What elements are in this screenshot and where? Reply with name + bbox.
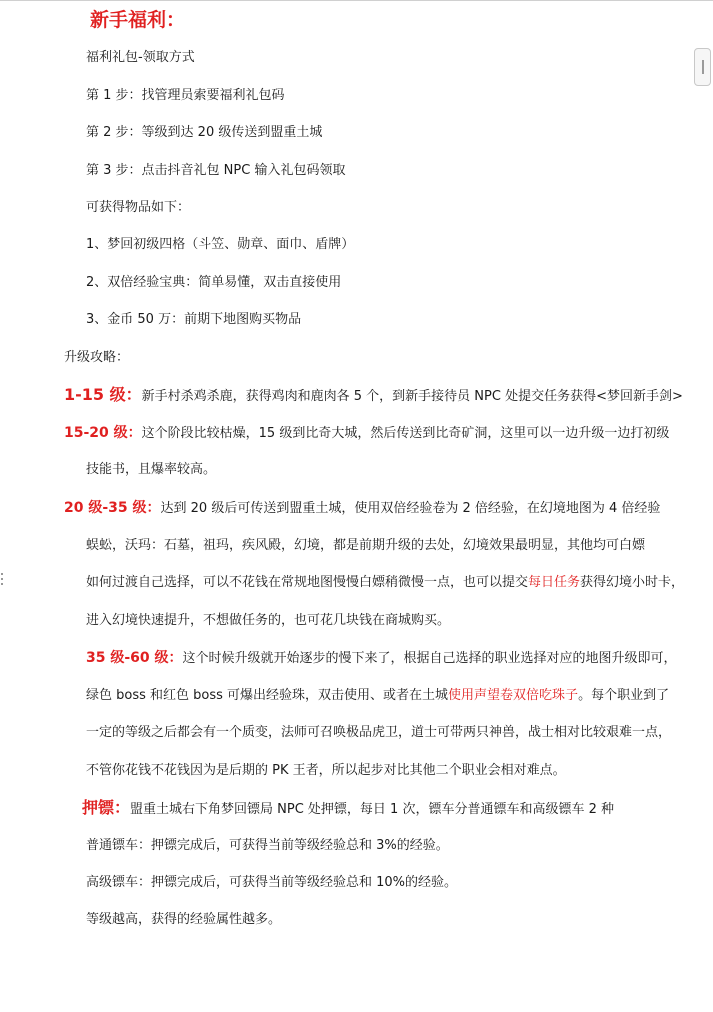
gift-step-1: 第 1 步：找管理员索要福利礼包码 (86, 88, 285, 103)
gift-step-2: 第 2 步：等级到达 20 级传送到盟重土城 (86, 125, 323, 140)
stage-4-text-2b: 。每个职业到了 (578, 688, 670, 703)
guide-stage-3-line-1 (64, 498, 660, 519)
stage-4-label: 35 级-60 级： (86, 650, 183, 666)
gift-item-3: 3、金币 50 万：前期下地图购买物品 (86, 312, 302, 327)
stage-3-text-3b: 获得幻境小时卡， (580, 575, 685, 590)
stage-2-text-1: 这个阶段比较枯燥，15 级到比奇大城，然后传送到比奇矿洞，这里可以一边升级一边打初级 (141, 426, 670, 441)
escort-note: 等级越高，获得的经验属性越多。 (86, 912, 282, 927)
guide-stage-4-line-1 (86, 648, 677, 669)
stage-1-text: 新手村杀鸡杀鹿，获得鸡肉和鹿肉各 5 个，到新手接待员 NPC 处提交任务获得<梦回新手剑> (141, 389, 683, 404)
escort-label: 押镖： (82, 798, 131, 817)
stage-2-label: 15-20 级： (64, 425, 142, 441)
stage-3-text-1: 达到 20 级后可传送到盟重土城，使用双倍经验卷为 2 倍经验，在幻境地图为 4 倍经验 (160, 501, 661, 516)
scroll-grip-icon (702, 60, 704, 74)
guide-stage-3-line-4: 进入幻境快速提升，不想做任务的，也可花几块钱在商城购买。 (86, 613, 451, 628)
escort-advanced: 高级镖车：押镖完成后，可获得当前等级经验总和 10%的经验。 (86, 875, 458, 890)
stage-4-text-2a: 绿色 boss 和红色 boss 可爆出经验珠，双击使用、或者在土城 (86, 688, 449, 703)
escort-intro (82, 798, 614, 820)
guide-stage-1 (64, 385, 683, 407)
guide-stage-3-line-3 (86, 573, 684, 593)
page-title: 新手福利： (90, 9, 186, 31)
scrollbar-handle[interactable] (694, 48, 711, 86)
stage-3-label: 20 级-35 级： (64, 500, 161, 516)
guide-stage-4-line-4: 不管你花钱不花钱因为是后期的 PK 王者，所以起步对比其他二个职业会相对难点。 (86, 763, 566, 778)
guide-stage-4-line-2 (86, 686, 669, 706)
guide-stage-4-line-3: 一定的等级之后都会有一个质变，法师可召唤极品虎卫，道士可带两只神兽，战士相对比较艰难一点， (86, 725, 672, 740)
escort-text: 盟重土城右下角梦回镖局 NPC 处押镖，每日 1 次，镖车分普通镖车和高级镖车 2 种 (130, 802, 614, 817)
gift-header: 福利礼包-领取方式 (86, 50, 195, 65)
daily-task-highlight: 每日任务 (528, 575, 581, 590)
gift-items-intro: 可获得物品如下： (86, 200, 191, 215)
gift-item-2: 2、双倍经验宝典：简单易懂，双击直接使用 (86, 275, 342, 290)
stage-3-text-3a: 如何过渡自己选择，可以不花钱在常规地图慢慢白嫖稍微慢一点，也可以提交 (86, 575, 529, 590)
reputation-scroll-highlight: 使用声望卷双倍吃珠子 (448, 688, 579, 703)
drag-handle-dots-icon[interactable] (1, 573, 4, 588)
gift-item-1: 1、梦回初级四格（斗笠、勋章、面巾、盾牌） (86, 237, 355, 252)
guide-stage-3-line-2: 蜈蚣，沃玛：石墓，祖玛，疾风殿，幻境，都是前期升级的去处，幻境效果最明显，其他均可白嫖 (86, 538, 646, 553)
stage-1-label: 1-15 级： (64, 385, 142, 404)
guide-stage-2-line-2: 技能书，且爆率较高。 (86, 462, 217, 477)
top-border (0, 0, 713, 1)
gift-step-3: 第 3 步：点击抖音礼包 NPC 输入礼包码领取 (86, 163, 346, 178)
guide-header: 升级攻略： (64, 350, 130, 365)
escort-normal: 普通镖车：押镖完成后，可获得当前等级经验总和 3%的经验。 (86, 838, 449, 853)
guide-stage-2-line-1 (64, 423, 669, 444)
stage-4-text-1: 这个时候升级就开始逐步的慢下来了，根据自己选择的职业选择对应的地图升级即可， (182, 651, 677, 666)
